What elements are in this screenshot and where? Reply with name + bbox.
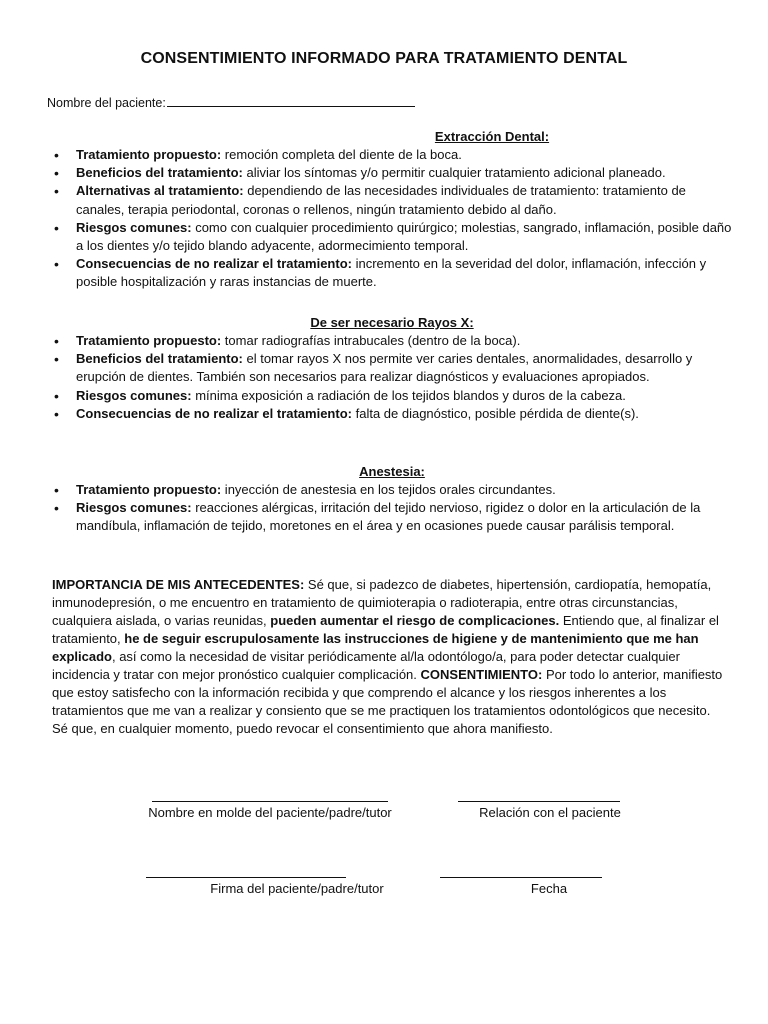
item-text: inyección de anestesia en los tejidos orales circundantes. (221, 482, 556, 497)
item-text: aliviar los síntomas y/o permitir cualquier tratamiento adicional planeado. (242, 165, 666, 181)
section-list (52, 332, 732, 423)
item-text: dependiendo de las necesidades individuales de tratamiento: tratamiento de canales, terapia periodontal, coronas o rellenos, ningún tratamiento debido al daño. (76, 183, 686, 217)
patient-name-label: Nombre del paciente: (47, 96, 166, 110)
antecedentes-emphasis: he de seguir escrupulosamente las instrucciones de higiene y de mantenimiento que me han explicado (52, 631, 699, 664)
list-item (76, 219, 732, 255)
antecedentes-paragraph (52, 576, 724, 738)
item-label: Riesgos comunes: (76, 387, 192, 403)
section-list (52, 481, 732, 536)
list-item (76, 164, 732, 182)
item-label: Beneficios del tratamiento: (76, 351, 243, 367)
antecedentes-label: IMPORTANCIA DE MIS ANTECEDENTES: (52, 577, 305, 592)
section-heading: De ser necesario Rayos X: (310, 315, 474, 330)
print-name-line[interactable] (152, 801, 388, 802)
relation-line[interactable] (458, 801, 620, 802)
item-text: el tomar rayos X nos permite ver caries dentales, anormalidades, desarrollo y erupción de dientes. También son necesarios para realizar diagnósticos y evaluaciones apropiados. (76, 351, 693, 385)
antecedentes-text: , así como la necesidad de visitar periódicamente al/la odontólogo/a, para poder detectar cualquier incidencia y tratar con mejor pronóstico cualquier complicación. (52, 649, 680, 682)
list-item (76, 146, 732, 164)
item-label: Riesgos comunes: (76, 219, 192, 235)
item-label: Tratamiento propuesto: (76, 482, 222, 497)
section-list (52, 146, 732, 292)
item-text: tomar radiografías intrabucales (dentro de la boca). (221, 333, 521, 348)
date-label: Fecha (530, 881, 568, 896)
date-line[interactable] (440, 877, 602, 878)
signature-line[interactable] (146, 877, 346, 878)
list-item (76, 350, 732, 386)
item-label: Consecuencias de no realizar el tratamiento: (76, 405, 352, 421)
section-extraccion (52, 128, 732, 292)
section-anestesia (52, 463, 732, 536)
list-item (76, 332, 732, 350)
item-text: como con cualquier procedimiento quirúrgico; molestias, sangrado, inflamación, posible daño a los dientes y/o tejido blando adyacente, adormecimiento temporal. (76, 219, 732, 254)
patient-name-row (47, 94, 415, 110)
print-name-label: Nombre en molde del paciente/padre/tutor (148, 805, 392, 820)
antecedentes-text: Entiendo que, al finalizar el tratamiento, (52, 613, 719, 646)
item-label: Tratamiento propuesto: (76, 333, 222, 348)
item-text: reacciones alérgicas, irritación del tejido nervioso, rigidez o dolor en la articulación de la mandíbula, inflamación de tejido, moretones en el área y en ocasiones puede causar parálisis temporal. (76, 500, 701, 534)
list-item (76, 499, 732, 535)
list-item (76, 255, 732, 291)
antecedentes-emphasis: pueden aumentar el riesgo de complicaciones. (270, 613, 560, 628)
item-label: Tratamiento propuesto: (76, 147, 222, 162)
consent-text: Por todo lo anterior, manifiesto que estoy satisfecho con la información recibida y que comprendo el alcance y los riesgos inherentes a los tratamientos que me van a realizar y consiento que se me practiquen los tratamientos odontológicos que necesito. Sé que, en cualquier momento, puedo revocar el consentimiento que ahora manifiesto. (52, 667, 723, 736)
section-heading: Anestesia: (359, 464, 425, 479)
list-item (76, 182, 732, 218)
list-item (76, 405, 732, 423)
item-label: Beneficios del tratamiento: (76, 165, 243, 181)
antecedentes-text: Sé que, si padezco de diabetes, hipertensión, cardiopatía, hemopatía, inmunodepresión, o me encuentro en tratamiento de quimioterapia o radioterapia, entre otras circunstancias, cualquiera aislada, o varias reunidas, (52, 577, 712, 628)
relation-label: Relación con el paciente (479, 805, 621, 820)
list-item (76, 481, 732, 499)
item-label: Riesgos comunes: (76, 500, 192, 516)
patient-name-blank[interactable] (167, 94, 415, 107)
section-heading: Extracción Dental: (434, 129, 550, 144)
list-item (76, 387, 732, 405)
document-title: CONSENTIMIENTO INFORMADO PARA TRATAMIENTO DENTAL (140, 50, 628, 67)
item-text: remoción completa del diente de la boca. (221, 147, 462, 162)
item-label: Consecuencias de no realizar el tratamiento: (76, 256, 352, 272)
item-text: mínima exposición a radiación de los tejidos blandos y duros de la cabeza. (191, 387, 626, 403)
item-text: falta de diagnóstico, posible pérdida de diente(s). (351, 405, 639, 421)
signature-label: Firma del paciente/padre/tutor (210, 881, 384, 896)
consent-label: CONSENTIMIENTO: (420, 667, 543, 682)
item-label: Alternativas al tratamiento: (76, 183, 244, 199)
section-rayos-x (52, 314, 732, 423)
item-text: incremento en la severidad del dolor, inflamación, infección y posible hospitalización y raras instancias de muerte. (76, 256, 707, 290)
